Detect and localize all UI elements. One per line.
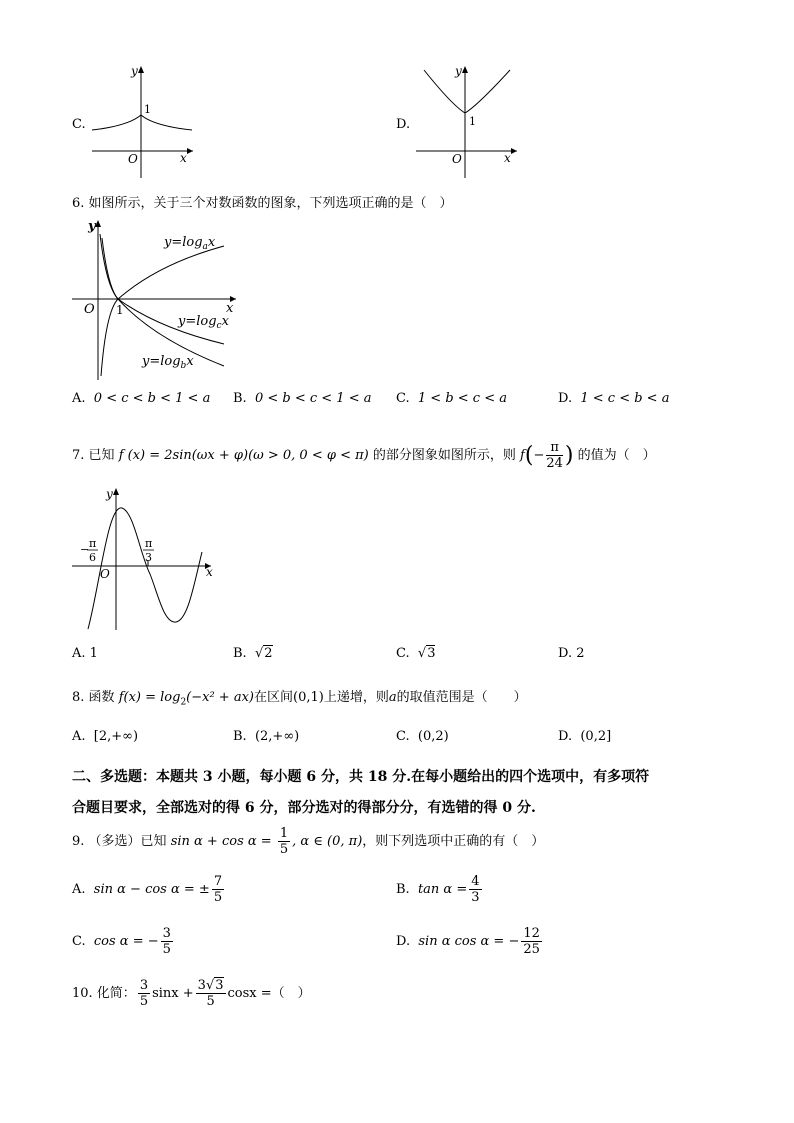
option-d-label: D.: [396, 117, 411, 132]
q8-stem: 8. 函数 $f(x) = \log_2(-x^2 + ax)$在区间(0,1)上递增，则a的取值范围是（ ）: [72, 690, 527, 708]
graph-c: [88, 60, 198, 180]
section-2-heading-line2: 合题目要求，全部选对的得 6 分，部分选对的得部分分，有选错的得 0 分.: [72, 800, 536, 816]
q6-option-b[interactable]: B. 0 < b < c < 1 < a: [233, 391, 372, 406]
x-label: x: [504, 151, 511, 165]
origin-label: O: [452, 152, 462, 166]
tick-right-den: 3: [145, 551, 152, 564]
q8-option-c[interactable]: C. (0,2): [396, 729, 449, 744]
tick-right-num: π: [145, 537, 153, 550]
q6-option-a[interactable]: A. 0 < c < b < 1 < a: [72, 391, 211, 406]
q6-stem: 6. 如图所示，关于三个对数函数的图象，下列选项正确的是（ ）: [72, 196, 453, 211]
q7-option-a[interactable]: A. 1: [72, 646, 98, 661]
q9-option-a[interactable]: A. sin α − cos α = ± $\frac{7}{5}$: [72, 874, 223, 905]
q6-option-c[interactable]: C. 1 < b < c < a: [396, 391, 507, 406]
y-label: y: [88, 219, 96, 234]
origin-label: O: [100, 567, 110, 581]
q8-option-b[interactable]: B. (2,+∞): [233, 729, 300, 744]
tick-minus: −: [80, 543, 90, 556]
q7-option-b[interactable]: B. √2: [233, 646, 273, 661]
q9-stem: 9. （多选）已知 sin α + cos α = $\frac{1}{5}$ , α ∈ (0, π)，则下列选项中正确的有（ ）: [72, 826, 545, 857]
tick-left-den: 6: [89, 551, 96, 564]
q6-option-d[interactable]: D. 1 < c < b < a: [558, 391, 670, 406]
origin-label: O: [84, 302, 95, 317]
q7-option-d[interactable]: D. 2: [558, 646, 585, 661]
q8-option-a[interactable]: A. [2,+∞): [72, 729, 139, 744]
x-label: x: [180, 151, 187, 165]
q9-option-c[interactable]: C. cos α = − $\frac{3}{5}$: [72, 926, 171, 957]
tick-left-num: π: [89, 537, 97, 550]
y-label: y: [455, 64, 462, 78]
log-graph: [68, 216, 243, 386]
x-label: x: [206, 565, 213, 579]
origin-label: O: [128, 152, 138, 166]
q7-stem: 7. 已知 f (x) = 2sin(ωx + φ)(ω > 0, 0 < φ < π) 的部分图象如图所示，则 f(− $\frac{\pi}{24}$ ) 的值为（ ）: [72, 440, 656, 471]
y-label: y: [106, 487, 113, 501]
one-label: 1: [144, 103, 151, 116]
y-label: y: [131, 64, 138, 78]
curve-b-label: $y=\log_bx$: [142, 354, 194, 371]
graph-d: [412, 60, 522, 180]
curve-c-label: $y=\log_cx$: [178, 314, 229, 331]
sine-graph: [68, 484, 228, 634]
curve-a-label: $y=\log_ax$: [164, 235, 216, 252]
q10-stem: 10. 化简： $\frac{3}{5}$ sinx + $\frac{3√3}{5}$ cosx =（ ）: [72, 978, 311, 1009]
option-c-label: C.: [72, 117, 86, 132]
section-2-heading-line1: 二、多选题：本题共 3 小题，每小题 6 分，共 18 分.在每小题给出的四个选项中，有多项符: [72, 769, 650, 785]
one-label: 1: [116, 303, 124, 317]
q8-option-d[interactable]: D. (0,2]: [558, 729, 612, 744]
q9-option-b[interactable]: B. tan α = $\frac{4}{3}$: [396, 874, 480, 905]
x-label: x: [226, 301, 234, 316]
one-label: 1: [469, 115, 476, 128]
q9-option-d[interactable]: D. sin α cos α = − $\frac{12}{25}$: [396, 926, 540, 957]
q7-option-c[interactable]: C. √3: [396, 646, 436, 661]
